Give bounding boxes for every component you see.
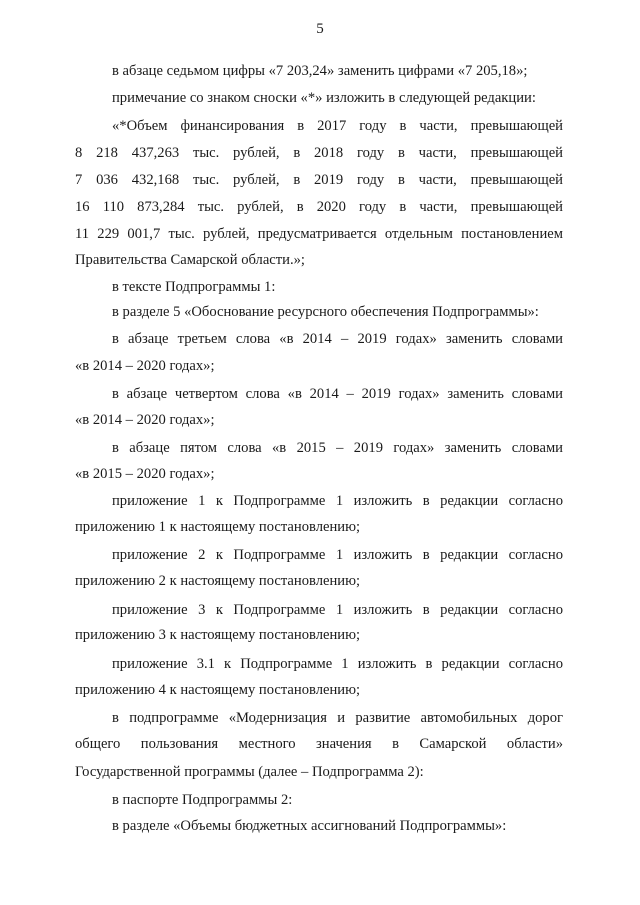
paragraph-line: 7 036 432,168 тыс. рублей, в 2019 году в части, превышающей bbox=[75, 172, 563, 188]
paragraph-line: Государственной программы (далее – Подпрограмма 2): bbox=[75, 764, 424, 780]
paragraph-line: общего пользования местного значения в Самарской области» bbox=[75, 736, 563, 752]
paragraph-line: приложение 3 к Подпрограмме 1 изложить в редакции согласно bbox=[112, 602, 563, 618]
paragraph-line: приложение 2 к Подпрограмме 1 изложить в редакции согласно bbox=[112, 547, 563, 563]
paragraph-line: в абзаце третьем слова «в 2014 – 2019 годах» заменить словами bbox=[112, 331, 563, 347]
paragraph-line: в паспорте Подпрограммы 2: bbox=[112, 792, 293, 808]
paragraph-line: в разделе «Объемы бюджетных ассигнований Подпрограммы»: bbox=[112, 818, 507, 834]
paragraph-line: в абзаце четвертом слова «в 2014 – 2019 годах» заменить словами bbox=[112, 386, 563, 402]
paragraph-line: примечание со знаком сноски «*» изложить в следующей редакции: bbox=[112, 90, 536, 106]
paragraph-line: в тексте Подпрограммы 1: bbox=[112, 279, 276, 295]
paragraph-line: приложение 3.1 к Подпрограмме 1 изложить в редакции согласно bbox=[112, 656, 563, 672]
page-number: 5 bbox=[316, 21, 324, 37]
paragraph-line: в разделе 5 «Обоснование ресурсного обеспечения Подпрограммы»: bbox=[112, 304, 539, 320]
paragraph-line: в абзаце пятом слова «в 2015 – 2019 годах» заменить словами bbox=[112, 440, 563, 456]
paragraph-line: Правительства Самарской области.»; bbox=[75, 252, 305, 268]
paragraph-line: приложение 1 к Подпрограмме 1 изложить в редакции согласно bbox=[112, 493, 563, 509]
paragraph-line: приложению 3 к настоящему постановлению; bbox=[75, 627, 361, 643]
paragraph-line: приложению 2 к настоящему постановлению; bbox=[75, 573, 361, 589]
paragraph-line: 11 229 001,7 тыс. рублей, предусматривается отдельным постановлением bbox=[75, 226, 563, 242]
paragraph-line: 16 110 873,284 тыс. рублей, в 2020 году в части, превышающей bbox=[75, 199, 563, 215]
paragraph-line: 8 218 437,263 тыс. рублей, в 2018 году в части, превышающей bbox=[75, 145, 563, 161]
paragraph-line: «в 2014 – 2020 годах»; bbox=[75, 358, 215, 374]
paragraph-line: приложению 4 к настоящему постановлению; bbox=[75, 682, 361, 698]
paragraph-line: приложению 1 к настоящему постановлению; bbox=[75, 519, 361, 535]
paragraph-line: в подпрограмме «Модернизация и развитие автомобильных дорог bbox=[112, 710, 563, 726]
paragraph-line: «*Объем финансирования в 2017 году в части, превышающей bbox=[112, 118, 563, 134]
paragraph-line: «в 2015 – 2020 годах»; bbox=[75, 466, 215, 482]
paragraph-line: «в 2014 – 2020 годах»; bbox=[75, 412, 215, 428]
paragraph-line: в абзаце седьмом цифры «7 203,24» заменить цифрами «7 205,18»; bbox=[112, 63, 528, 79]
